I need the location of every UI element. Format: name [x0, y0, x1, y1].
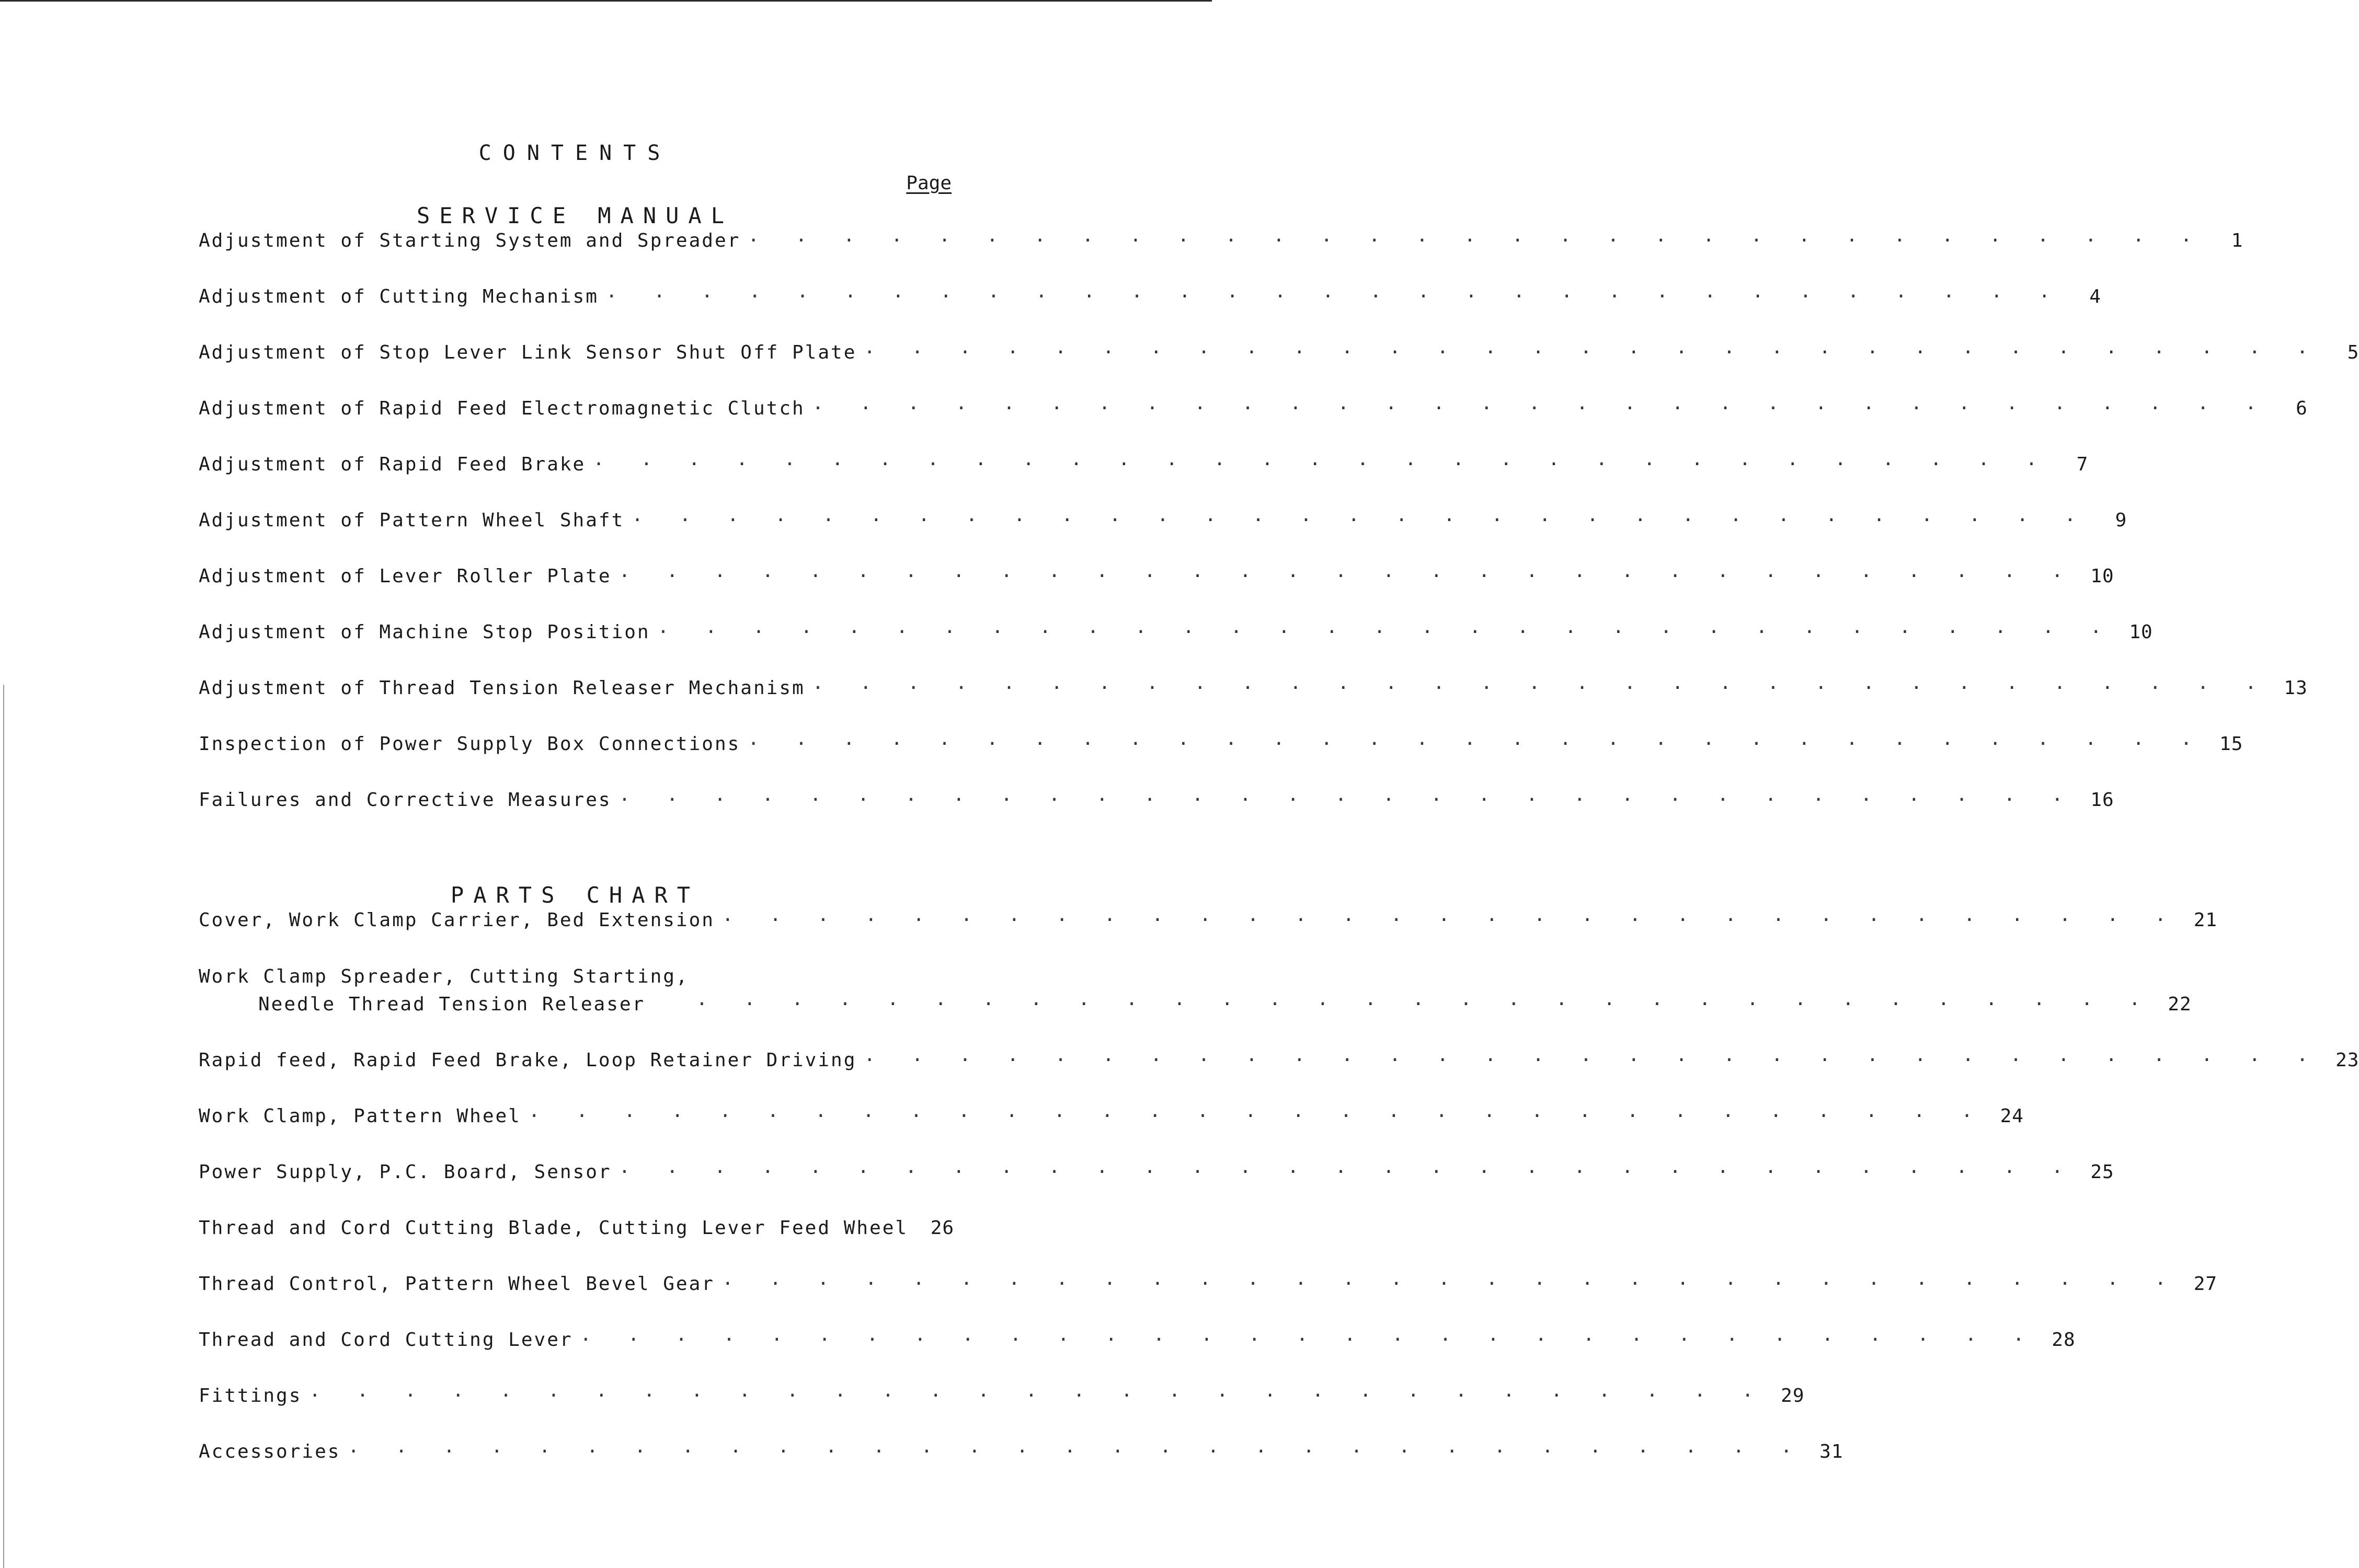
toc-entry: [199, 1217, 955, 1239]
dot-leader: · · · · · · · · · · · · · · · · · · · · · · · · · · · · · · ·: [348, 1441, 1805, 1462]
dot-leader: · · · · · · · · · · · · · · · · · · · · · · · · · · · · · · ·: [605, 286, 2063, 307]
toc-entry-label: Inspection of Power Supply Box Connections: [199, 733, 741, 755]
dot-leader: · · · · · · · · · · · · · · · · · · · · · · · · · · · · · · ·: [722, 1273, 2179, 1295]
toc-entry: [199, 909, 2218, 931]
toc-entry: [199, 1329, 2076, 1351]
dot-leader: · · · · · · · · · · · · · · · · · · · · · · · · · · · · · · ·: [657, 621, 2114, 643]
toc-entry-page: 9: [2115, 510, 2127, 531]
toc-entry: [199, 621, 2153, 643]
dot-leader: · · · · · · · · · · · · · · · · · · · · · · · · · · · · · · ·: [748, 230, 2205, 251]
top-border-line: [0, 0, 1212, 2]
toc-entry-label: Thread and Cord Cutting Blade, Cutting Lever Feed Wheel: [199, 1217, 909, 1239]
toc-entry: [199, 966, 2192, 1015]
toc-entry-label: Accessories: [199, 1441, 341, 1462]
toc-entry-label: Adjustment of Lever Roller Plate: [199, 566, 612, 587]
toc-entry-page: 21: [2193, 909, 2218, 931]
dot-leader: · · · · · · · · · · · · · · · · · · · · · · · · · · · · · · ·: [619, 789, 2076, 811]
toc-entry-page: 28: [2052, 1329, 2076, 1351]
toc-entry-label: Adjustment of Rapid Feed Brake: [199, 454, 586, 475]
toc-entry-label: Adjustment of Cutting Mechanism: [199, 286, 599, 307]
toc-entry: [199, 1273, 2218, 1295]
dot-leader: · · · · · · · · · · · · · · · · · · · · · · · · · · · · · · ·: [812, 398, 2269, 419]
toc-entry: [199, 789, 2114, 811]
page-title: CONTENTS: [478, 141, 672, 165]
toc-entry-label: Thread Control, Pattern Wheel Bevel Gear: [199, 1273, 715, 1295]
dot-leader: · · · · · · · · · · · · · · · · · · · · · · · · · · · · · · ·: [748, 733, 2205, 755]
page-column-heading: Page: [906, 172, 952, 194]
toc-entry-page: 15: [2219, 733, 2243, 755]
toc-entry-page: 26: [930, 1217, 955, 1239]
toc-entry: [199, 733, 2243, 755]
toc-entry: [199, 1105, 2024, 1127]
dot-leader: · · · · · · · · · · · · · · · · · · · · · · · · · · · · · · ·: [632, 510, 2089, 531]
dot-leader: · · · · · · · · · · · · · · · · · · · · · · · · · · · · · · ·: [696, 994, 2153, 1015]
left-border-line: [3, 685, 4, 1568]
toc-entry-label: Adjustment of Machine Stop Position: [199, 621, 650, 643]
toc-entry-label: Power Supply, P.C. Board, Sensor: [199, 1161, 612, 1183]
toc-entry-page: 25: [2090, 1161, 2114, 1183]
toc-entry: [199, 677, 2308, 699]
toc-entry-page: 10: [2129, 621, 2153, 643]
toc-entry: [199, 454, 2089, 475]
toc-entry-page: 23: [2335, 1050, 2359, 1071]
toc-entry-page: 5: [2347, 342, 2359, 363]
toc-entry: [199, 510, 2127, 531]
dot-leader: · · · · · · · · · · · · · · · · · · · · · · · · · · · · · · ·: [528, 1105, 1985, 1127]
toc-entry-label: Fittings: [199, 1385, 302, 1406]
toc-entry: [199, 398, 2308, 419]
dot-leader: · · · · · · · · · · · · · · · · · · · · · · · · · · · · · · ·: [812, 677, 2269, 699]
toc-entry: [199, 1050, 2359, 1071]
toc-entry-page: 31: [1819, 1441, 1843, 1462]
dot-leader: · · · · · · · · · · · · · · · · · · · · · · · · · · · · · · ·: [593, 454, 2050, 475]
toc-entry-page: 4: [2089, 286, 2101, 307]
parts-chart-heading: PARTS CHART: [450, 882, 700, 908]
toc-entry-page: 6: [2296, 398, 2308, 419]
service-manual-heading: SERVICE MANUAL: [416, 203, 734, 228]
dot-leader: · · · · · · · · · · · · · · · · · · · · · · · · · · · · · · ·: [619, 566, 2076, 587]
dot-leader: · · · · · · · · · · · · · · · · · · · · · · · · · · · · · · ·: [619, 1161, 2076, 1183]
toc-entry-label: Adjustment of Starting System and Spreader: [199, 230, 741, 251]
toc-entry-page: 7: [2076, 454, 2089, 475]
contents-page: [199, 141, 2359, 1511]
toc-entry-page: 16: [2090, 789, 2114, 811]
toc-entry-label: Cover, Work Clamp Carrier, Bed Extension: [199, 909, 715, 931]
toc-entry: [199, 1161, 2114, 1183]
toc-entry-label: Rapid feed, Rapid Feed Brake, Loop Retainer Driving: [199, 1050, 857, 1071]
toc-entry-label: Work Clamp, Pattern Wheel: [199, 1105, 521, 1127]
dot-leader: · · · · · · · · · · · · · · · · · · · · · · · · · · · · · · ·: [722, 909, 2179, 931]
toc-entry-page: 10: [2090, 566, 2114, 587]
toc-entry: [199, 1385, 1805, 1406]
toc-entry-label: Thread and Cord Cutting Lever: [199, 1329, 573, 1351]
toc-entry-label: Adjustment of Stop Lever Link Sensor Shut Off Plate: [199, 342, 857, 363]
toc-entry-label-continued: Needle Thread Tension Releaser: [258, 994, 646, 1015]
toc-entry-label: Work Clamp Spreader, Cutting Starting,: [199, 966, 689, 987]
dot-leader: · · · · · · · · · · · · · · · · · · · · · · · · · · · · · · ·: [864, 342, 2321, 363]
toc-entry-label: Adjustment of Rapid Feed Electromagnetic Clutch: [199, 398, 805, 419]
toc-entry-page: 1: [2231, 230, 2243, 251]
toc-entry: [199, 230, 2243, 251]
toc-entry-page: 24: [2000, 1105, 2024, 1127]
toc-entry: [199, 566, 2114, 587]
toc-entry: [199, 286, 2101, 307]
dot-leader: · · · · · · · · · · · · · · · · · · · · · · · · · · · · · · ·: [309, 1385, 1766, 1406]
toc-entry-label: Adjustment of Thread Tension Releaser Mechanism: [199, 677, 805, 699]
dot-leader: · · · · · · · · · · · · · · · · · · · · · · · · · · · · · · ·: [580, 1329, 2037, 1351]
toc-entry: [199, 342, 2359, 363]
toc-entry-page: 29: [1781, 1385, 1805, 1406]
toc-entry-label: Failures and Corrective Measures: [199, 789, 612, 811]
toc-entry-label: Adjustment of Pattern Wheel Shaft: [199, 510, 625, 531]
toc-entry-page: 22: [2168, 994, 2192, 1015]
dot-leader: · · · · · · · · · · · · · · · · · · · · · · · · · · · · · · ·: [864, 1050, 2321, 1071]
toc-entry-page: 13: [2284, 677, 2308, 699]
toc-entry: [199, 1441, 1843, 1462]
toc-entry-page: 27: [2193, 1273, 2218, 1295]
